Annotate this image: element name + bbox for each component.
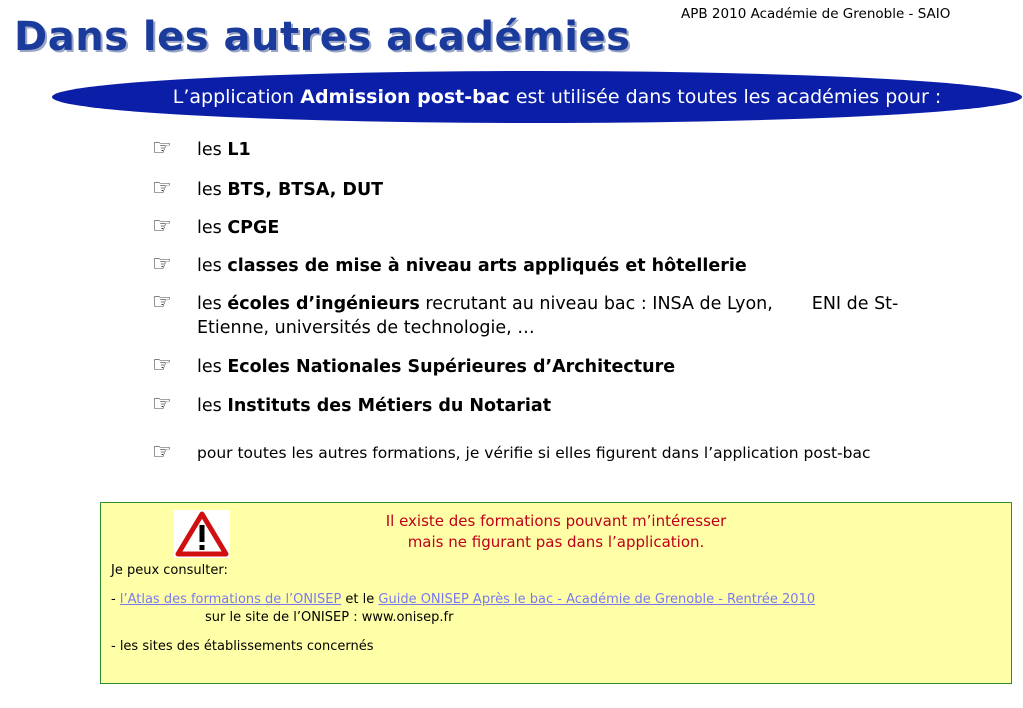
item-bold: Instituts des Métiers du Notariat [227, 396, 552, 416]
notice-box [100, 502, 1012, 684]
list-item [152, 442, 942, 464]
header-note: APB 2010 Académie de Grenoble - SAIO [681, 6, 951, 22]
list-item [152, 355, 942, 379]
item-prefix: les [197, 294, 222, 314]
guide-link[interactable]: Guide ONISEP Après le bac - Académie de Grenoble - Rentrée 2010 [378, 592, 816, 607]
item-detail: pour toutes les autres formations, je vérifie si elles figurent dans l’application post-bac [197, 444, 871, 462]
item-bold: L1 [227, 140, 251, 160]
page-title: Dans les autres académies [14, 14, 631, 60]
pointing-hand-icon: ☞ [152, 252, 172, 277]
item-detail: recrutant au niveau bac : INSA de Lyon, ENI de St-Etienne, universités de technologie, … [197, 294, 899, 338]
item-prefix: les [197, 180, 222, 200]
item-prefix: les [197, 396, 222, 416]
pointing-hand-icon: ☞ [152, 353, 172, 378]
pointing-hand-icon: ☞ [152, 214, 172, 239]
site-text: sur le site de l’ONISEP : www.onisep.fr [205, 610, 454, 625]
pointing-hand-icon: ☞ [152, 290, 172, 315]
banner-suffix: est utilisée dans toutes les académies pour : [515, 86, 942, 108]
banner [52, 71, 1022, 123]
consult-label: Je peux consulter: [111, 563, 228, 578]
banner-text [133, 86, 941, 108]
item-bold: CPGE [227, 218, 280, 238]
list-item [152, 254, 942, 278]
notice-line-1: Il existe des formations pouvant m’intéresser [385, 512, 727, 530]
dash: - [111, 592, 120, 607]
banner-app-name: Admission post-bac [300, 86, 510, 108]
list-item [152, 292, 942, 340]
item-prefix: les [197, 357, 222, 377]
atlas-link[interactable]: l’Atlas des formations de l’ONISEP [119, 592, 342, 607]
list-item [152, 394, 942, 418]
pointing-hand-icon: ☞ [152, 440, 172, 465]
pointing-hand-icon: ☞ [152, 136, 172, 161]
list-item [152, 216, 942, 240]
list-item [152, 178, 942, 202]
notice-message [101, 511, 1011, 553]
resource-links [111, 592, 815, 607]
notice-line-2: mais ne figurant pas dans l’application. [407, 533, 705, 551]
item-bold: classes de mise à niveau arts appliqués et hôtellerie [227, 256, 747, 276]
establishments-text: - les sites des établissements concernés [111, 639, 374, 654]
pointing-hand-icon: ☞ [152, 176, 172, 201]
pointing-hand-icon: ☞ [152, 392, 172, 417]
banner-prefix: L’application [172, 86, 295, 108]
and-text: et le [341, 592, 379, 607]
item-prefix: les [197, 218, 222, 238]
item-prefix: les [197, 256, 222, 276]
item-bold: Ecoles Nationales Supérieures d’Architecture [227, 357, 676, 377]
item-prefix: les [197, 140, 222, 160]
list-item [152, 138, 942, 162]
item-bold: écoles d’ingénieurs [227, 294, 420, 314]
item-bold: BTS, BTSA, DUT [227, 180, 384, 200]
